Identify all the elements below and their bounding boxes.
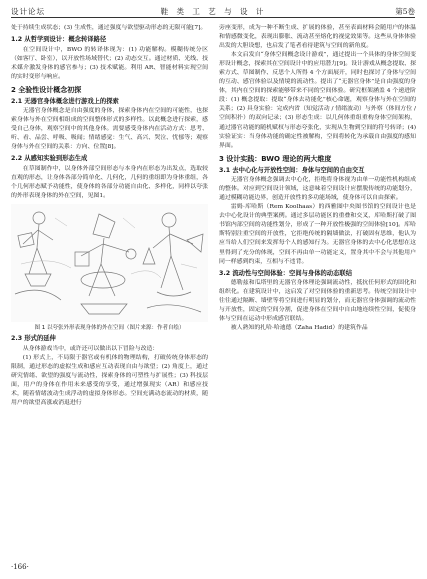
volume-label: 第5卷 [395, 7, 415, 16]
section-2-3-heading: 2.3 形式的延伸 [11, 335, 56, 343]
header-rule [11, 17, 415, 18]
section-3-2-paragraph-1: 德勒兹和瓜塔里的无器官身体理论强调流动性，抵抗任何形式的固化和组织化。在建筑设计中，这启发了对空间体验的重新思考。传统空间设计中往往通过隔断、墙壁等将空间进行明显的划分，而无器官身体强调的流动性与开放性，固定的空间分割，促进身体在空间中自由地连续性空间，促使身体与空间在运动中形成感官联结。 [219, 280, 416, 323]
right-column [219, 24, 416, 333]
section-2-1-paragraph: 无器官身体概念是自由强度的身体，探索身体内在空间的可能性，也探索身体与外在空间相组成的空间整体形式的多样性。以此概念进行探索，感受自己身体，观察空间中的其他身体。需要感受身体内在活动方式：思考、听、看、品尝、呼吸、吸闻；情绪感觉：生气、高兴、哭泣、忧郁等；观察身体与外在空间的关系：方向、位置[8]。 [11, 108, 208, 151]
section-3-1-heading: 3.1 去中心化与开放性空间：身体与空间的自由交互 [219, 166, 365, 174]
journal-title: 鞋 类 工 艺 与 设 计 [160, 7, 267, 16]
section-3-heading: 3 设计实践：BWO 理论的两大维度 [219, 154, 332, 163]
page-number: ·166· [11, 563, 29, 571]
figure-1-caption: 图 1 以夸张外形表现身体的外在空间（图片来源：作者自绘） [34, 325, 185, 332]
section-2-heading: 2 全验性设计概念初探 [11, 85, 82, 94]
section-2-3-paragraph-1: 从身体游戏当中，或许还可以做出以下冒险与改造： [22, 345, 159, 352]
section-2-2-paragraph: 在草图制作中，以身体外部空间形态与本身内在形态为出发点，选取较直观的形态，让身体各部分简单化、几何化，几何的重组即为身体重组，各个几何形态赋予功能性，使身体的各部分功能自由化、多样化，同样以夸张的外形表现身体的外在空间，见图1。 [11, 165, 208, 200]
figure-1-sketch [11, 204, 208, 322]
journal-section-label: 设计论坛 [11, 7, 45, 16]
section-3-1-paragraph-1: 无器官身体概念强调去中心化，拒绝将身体视为由单一功能性机构组成的整体。对应到空间设计领域，这意味着空间设计应摆脱传统的功能划分，通过模糊功能边界，创造开放性的多功能场域，使身体可以自由探索。 [219, 177, 416, 202]
left-column [11, 24, 208, 408]
right-paragraph-1: 旁座变形，成为一种不断生成、扩展的体验，甚至表面材料会随用户的体温和情感微变化，表现出膨胀、流动甚至熔化的视觉效果等。这些从身体体验出发的大胆设想，也启发了笔者看待建筑与空间的新角度。 [219, 25, 416, 50]
section-1-2-heading: 1.2 从哲学到设计：概念转译路径 [11, 36, 107, 44]
section-2-1-heading: 2.1 无器官身体概念进行游戏上的探索 [11, 97, 119, 105]
running-header [0, 0, 427, 19]
sketch-drawing [11, 204, 208, 322]
intro-tail-paragraph: 处于持续生成状态；(3) 生成性，通过强度与欲望驱动形态的无限可能[7]。 [11, 25, 207, 31]
section-3-1-paragraph-2: 雷姆·库哈斯（Rem Koolhaas）的西雅图中央图书馆的空间设计也是去中心化设计的典型案例。通过多层功能区的重叠和交叉，库哈斯打破了图书馆内部空间的功能性划分，形成了一种开放性极强的空间体验[10]。库哈斯特别注重空间的开放性，它拒绝传统的隔墙做法，打破固有思维，他认为应当给人们空间来发挥每个人的感知行为。无器官身体的去中心化思想在这里得到了充分的体现，空间不再由单一功能定义，置身其中不会与其他用户同一样感到约束，互相与不违背。 [219, 204, 416, 265]
section-2-2-heading: 2.2 从感知实验到形态生成 [11, 155, 88, 163]
section-1-2-paragraph: 在空间设计中，BWO 的转译体现为：(1) 功能解构。模糊传统分区（如客厅、卧室），以开放性场域替代；(2) 动态交互。通过材质、光线、技术媒介激发身体的感官参与；(3) 技术赋能。利用 AR、智能材料实现空间的实时变形与响应。 [11, 46, 208, 80]
section-2-3-paragraph-2: (1) 形式上，不局限于器官或有机体的物理结构，打破传统身体形态的限制，通过形态的虚拟生成和感应互动表现自由与欲望；(2) 角度上，通过研究情绪、欲望的强度与流动性，探索身体的可塑性与扩展性；(3) 科技层面，用户的身体在作用未来感受的享受，通过增强现实（AR）和感应技术，随着情绪波动生成浮动的虚拟身体形态。空间充满动态流动的材质，随用户的欲望高涨或消退进行 [11, 354, 208, 406]
section-3-2-paragraph-2: 被人熟知的扎哈·哈迪德（Zaha Hadid）的建筑作品 [230, 325, 368, 332]
section-3-2-heading: 3.2 流动性与空间体验：空间与身体的动态联结 [219, 269, 352, 277]
right-paragraph-2: 本文启发自“身体空间概念设计游戏”，通过提出一个具体的身体空间变形设计概念，探索其在空间设计中的应用潜力[9]。设计游戏从概念提取、探索方式、草图制作、反思个人所得 4 个方面展开，同时也探讨了身体与空间的互动、感官体验以及情境的流动性。提出了“无器官身体”是自由强度的身体，其内在空间的探索能够带来不同的空间体验。研究框架涵盖 4 个递进阶段：(1) 概念提取：提取“身体去功能化”核心命题，观察身体与外在空间的关系；(2) 具身实验：完成内省（知觉活动 / 情绪波动）与外察（体间方位 / 空间积扑）的双向记录；(3) 形态生成：以几何体重组重构身体空间架构，通过器官功能的随机赋权与形态夸张化，实现从生物到空间的符号转译；(4) 实验证实：当身体功能的确定性被解构，空间将转化为承载自由强度的感知界面。 [219, 52, 416, 149]
